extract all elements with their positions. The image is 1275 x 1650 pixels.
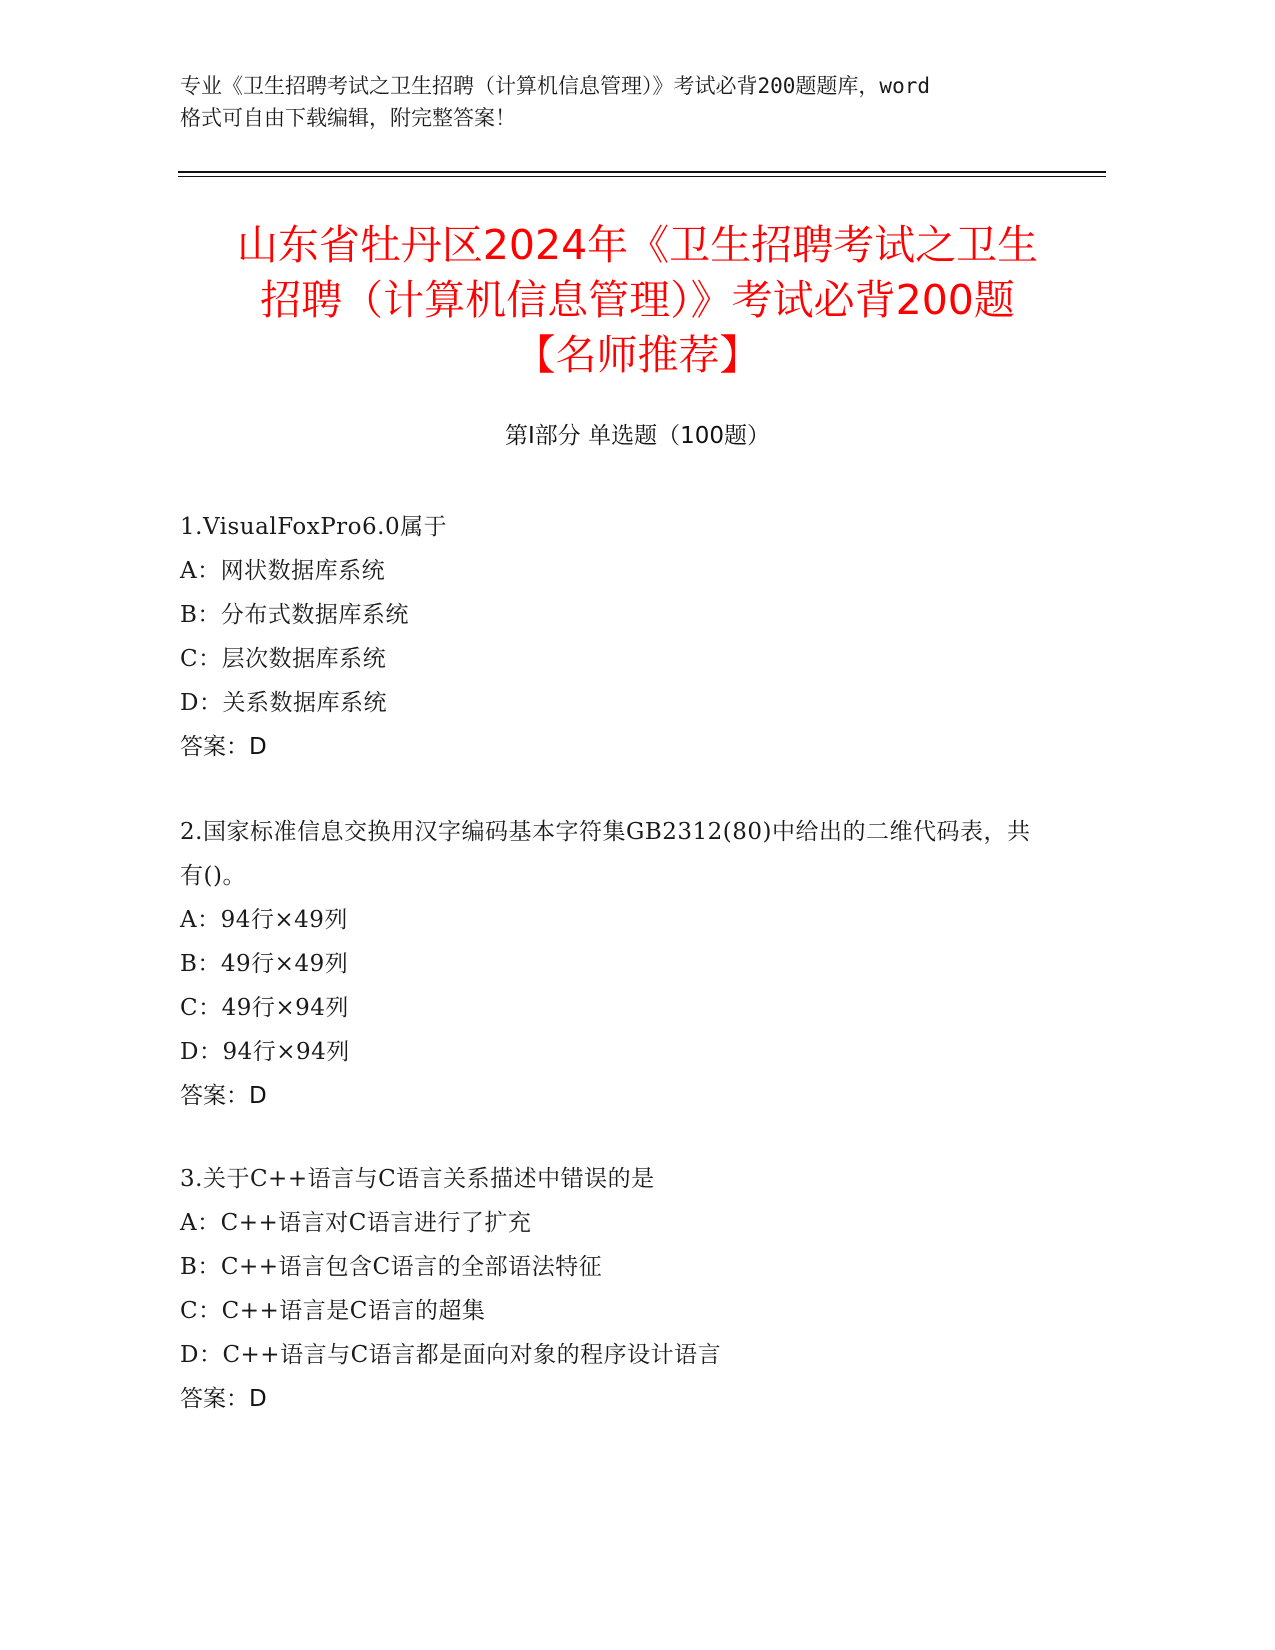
header-note-line-1: 专业《卫生招聘考试之卫生招聘（计算机信息管理）》考试必背200题题库，word <box>180 74 930 98</box>
question-2 <box>180 810 1040 1118</box>
header-note <box>180 70 1080 134</box>
title-line-1: 山东省牡丹区2024年《卫生招聘考试之卫生 <box>236 221 1039 269</box>
option-b: B：49行×49列 <box>180 951 349 977</box>
question-stem: 1.VisualFoxPro6.0属于 <box>180 514 448 540</box>
header-rule-thin <box>178 176 1106 177</box>
header-note-line-2: 格式可自由下载编辑，附完整答案！ <box>180 106 516 130</box>
option-d: D：94行×94列 <box>180 1039 350 1065</box>
question-3 <box>180 1157 1040 1421</box>
header-rule-thick <box>178 171 1106 173</box>
option-a: A：网状数据库系统 <box>180 558 386 584</box>
option-a: A：94行×49列 <box>180 907 348 933</box>
answer: 答案：D <box>180 1083 267 1109</box>
answer: 答案：D <box>180 1386 267 1412</box>
option-d: D：关系数据库系统 <box>180 690 387 716</box>
section-heading: 第Ⅰ部分 单选题（100题） <box>505 423 770 449</box>
answer: 答案：D <box>180 734 267 760</box>
question-stem: 3.关于C++语言与C语言关系描述中错误的是 <box>180 1166 655 1192</box>
option-b: B：C++语言包含C语言的全部语法特征 <box>180 1254 603 1280</box>
document-title <box>160 218 1115 383</box>
option-d: D：C++语言与C语言都是面向对象的程序设计语言 <box>180 1342 722 1368</box>
title-line-3: 【名师推荐】 <box>514 331 761 379</box>
title-line-2: 招聘（计算机信息管理）》考试必背200题 <box>260 276 1015 324</box>
option-c: C：C++语言是C语言的超集 <box>180 1298 486 1324</box>
option-b: B：分布式数据库系统 <box>180 602 409 628</box>
question-stem: 2.国家标准信息交换用汉字编码基本字符集GB2312(80)中给出的二维代码表，共有()。 <box>180 819 1031 889</box>
question-1 <box>180 505 1040 769</box>
option-a: A：C++语言对C语言进行了扩充 <box>180 1210 532 1236</box>
option-c: C：49行×94列 <box>180 995 349 1021</box>
option-c: C：层次数据库系统 <box>180 646 387 672</box>
